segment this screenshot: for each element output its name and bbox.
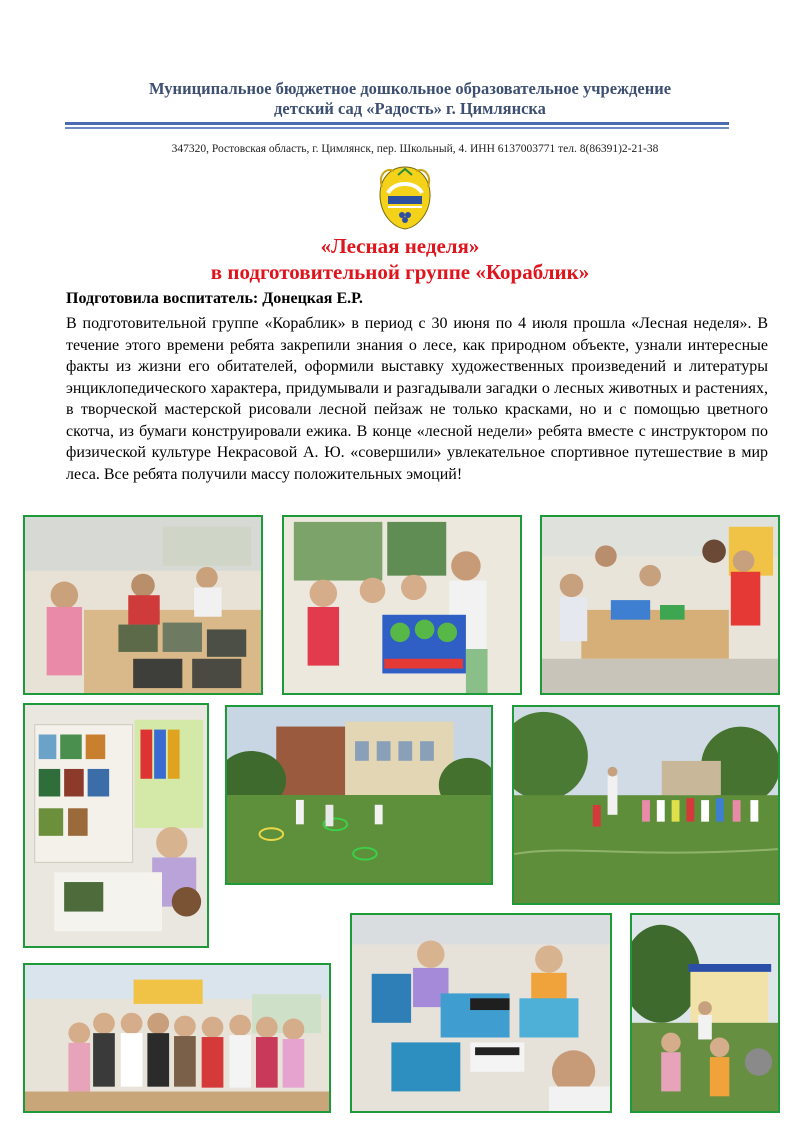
photo-children-relay-outdoors — [512, 705, 780, 905]
header-divider — [65, 122, 729, 125]
photo-children-watercolor-painting — [350, 913, 612, 1113]
photo-children-outdoor-playground — [630, 913, 780, 1113]
article-body — [66, 313, 768, 485]
photo-children-looking-at-pictures — [23, 515, 263, 695]
document-subtitle: в подготовительной группе «Кораблик» — [210, 260, 590, 284]
document-title: «Лесная неделя» — [320, 234, 480, 258]
photo-outdoor-sports-field-building — [225, 705, 493, 885]
organization-address: 347320, Ростовская область, г. Цимлянск, пер. Школьный, 4. ИНН 6137003771 тел. 8(86391)2-21-38 — [171, 143, 659, 155]
organization-name-line1: Муниципальное бюджетное дошкольное образовательное учреждение — [148, 79, 672, 98]
photo-children-holding-artwork — [282, 515, 522, 695]
author-line: Подготовила воспитатель: Донецкая Е.Р. — [66, 290, 363, 307]
photo-group-of-children — [23, 963, 331, 1113]
article-paragraph: В подготовительной группе «Кораблик» в период с 30 июня по 4 июля прошла «Лесная неделя». В течение этого времени ребята закрепили знания о лесе, как природном объекте, узнали интересные факты из жизни его обитателей, оформили выставку художественных произведений и литературы энциклопедического характера, придумывали и разгадывали загадки о лесных животных и растениях, в творческой мастерской рисовали лесной пейзаж не только красками, но и с помощью цветного скотча, из бумаги конструировали ежика. В конце «лесной недели» ребята вместе с инструктором по физической культуре Некрасовой А. Ю. «совершили» увлекательное спортивное путешествие в мир леса. Все ребята получили массу положительных эмоций! — [66, 315, 768, 483]
header-divider-secondary — [65, 127, 729, 129]
kindergarten-emblem — [374, 163, 436, 233]
photo-children-painting-at-table — [540, 515, 780, 695]
photo-book-exhibition — [23, 703, 209, 948]
organization-name-line2: детский сад «Радость» г. Цимлянска — [274, 99, 546, 118]
